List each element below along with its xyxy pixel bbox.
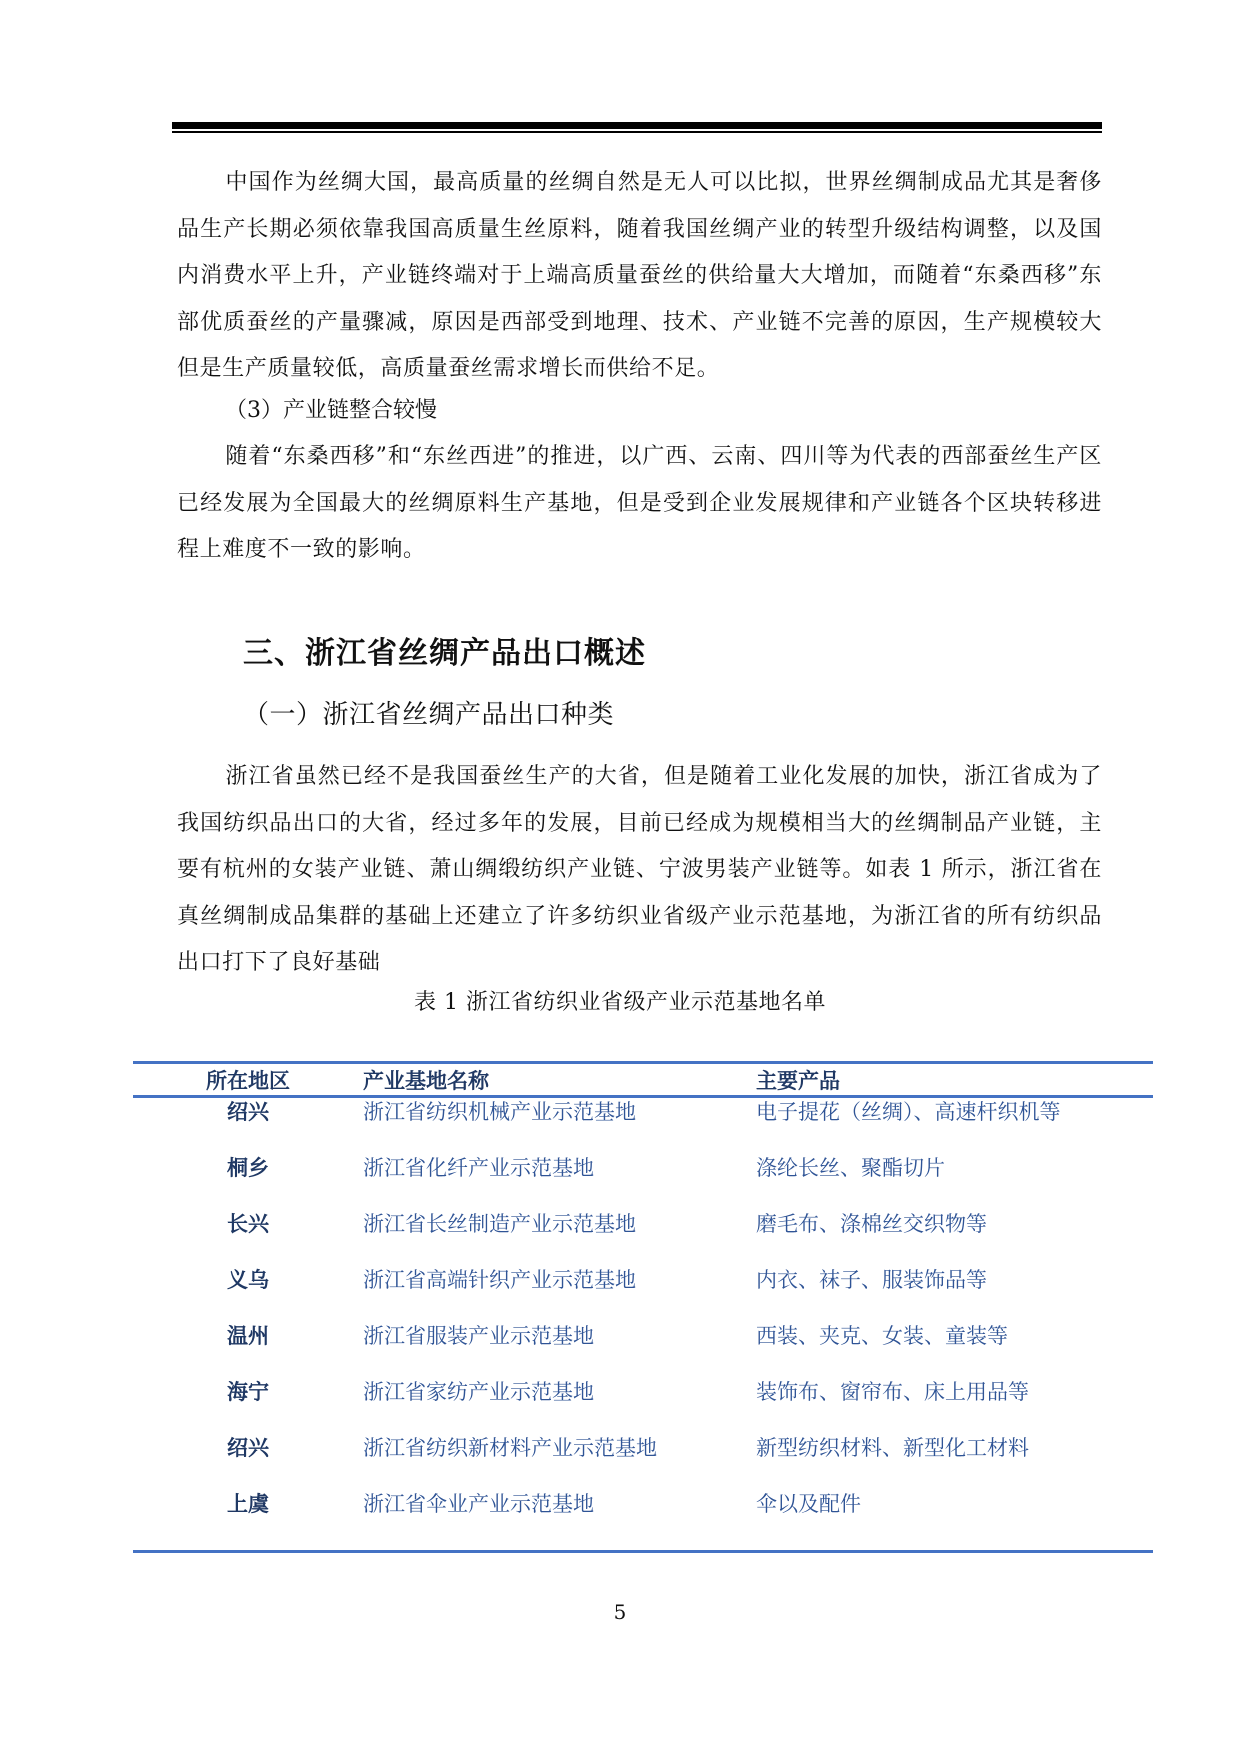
cell-products: 装饰布、窗帘布、床上用品等 [756,1380,1029,1404]
header-base-name: 产业基地名称 [363,1068,489,1093]
cell-products: 涤纶长丝、聚酯切片 [756,1156,945,1180]
table-row [133,1210,1153,1266]
table-row [133,1322,1153,1378]
cell-region: 桐乡 [227,1156,269,1180]
table-header-row [133,1064,1153,1095]
header-main-products: 主要产品 [756,1068,840,1093]
cell-base-name: 浙江省长丝制造产业示范基地 [363,1212,636,1236]
cell-products: 新型纺织材料、新型化工材料 [756,1436,1029,1460]
table-bottom-rule [133,1550,1153,1553]
header-region: 所在地区 [206,1068,290,1093]
section-heading: 三、浙江省丝绸产品出口概述 [243,636,646,671]
table-caption: 表 1 浙江省纺织业省级产业示范基地名单 [414,990,826,1015]
cell-base-name: 浙江省高端针织产业示范基地 [363,1268,636,1292]
cell-products: 电子提花（丝绸）、高速杆织机等 [756,1100,1061,1124]
body-paragraph-2: 随着“东桑西移”和“东丝西进”的推进，以广西、云南、四川等为代表的西部蚕丝生产区已经发展为全国最大的丝绸原料生产基地，但是受到企业发展规律和产业链各个区块转移进程上难度不一致的影响。 [177,444,1102,562]
cell-region: 长兴 [227,1212,269,1236]
cell-region: 绍兴 [227,1436,269,1460]
table-row [133,1154,1153,1210]
subheading-3: （3）产业链整合较慢 [225,398,437,423]
table-row [133,1266,1153,1322]
cell-region: 绍兴 [227,1100,269,1124]
subsection-heading: （一）浙江省丝绸产品出口种类 [243,700,615,730]
cell-products: 磨毛布、涤棉丝交织物等 [756,1212,987,1236]
cell-region: 义乌 [227,1268,269,1292]
table-row [133,1434,1153,1490]
cell-products: 伞以及配件 [756,1492,861,1516]
table-row [133,1098,1153,1154]
table-row [133,1378,1153,1434]
cell-base-name: 浙江省化纤产业示范基地 [363,1156,594,1180]
table-body [133,1098,1153,1546]
cell-base-name: 浙江省家纺产业示范基地 [363,1380,594,1404]
demo-base-table [133,1061,1153,1553]
body-paragraph-3: 浙江省虽然已经不是我国蚕丝生产的大省，但是随着工业化发展的加快，浙江省成为了我国纺织品出口的大省，经过多年的发展，目前已经成为规模相当大的丝绸制品产业链，主要有杭州的女装产业链、萧山绸缎纺织产业链、宁波男装产业链等。如表 1 所示，浙江省在真丝绸制成品集群的基础上还建立了许多纺织业省级产业示范基地，为浙江省的所有纺织品出口打下了良好基础 [177,764,1102,975]
cell-base-name: 浙江省纺织机械产业示范基地 [363,1100,636,1124]
cell-base-name: 浙江省伞业产业示范基地 [363,1492,594,1516]
body-paragraph-1: 中国作为丝绸大国，最高质量的丝绸自然是无人可以比拟，世界丝绸制成品尤其是奢侈品生产长期必须依靠我国高质量生丝原料，随着我国丝绸产业的转型升级结构调整，以及国内消费水平上升，产业链终端对于上端高质量蚕丝的供给量大大增加，而随着“东桑西移”东部优质蚕丝的产量骤减，原因是西部受到地理、技术、产业链不完善的原因，生产规模较大但是生产质量较低，高质量蚕丝需求增长而供给不足。 [177,170,1102,381]
cell-region: 温州 [227,1324,269,1348]
page-header-rule [172,122,1102,133]
table-row [133,1490,1153,1546]
cell-region: 上虞 [227,1492,269,1516]
cell-products: 西装、夹克、女装、童装等 [756,1324,1008,1348]
cell-base-name: 浙江省服装产业示范基地 [363,1324,594,1348]
cell-products: 内衣、袜子、服装饰品等 [756,1268,987,1292]
page-number: 5 [613,1600,627,1624]
cell-region: 海宁 [227,1380,269,1404]
cell-base-name: 浙江省纺织新材料产业示范基地 [363,1436,657,1460]
